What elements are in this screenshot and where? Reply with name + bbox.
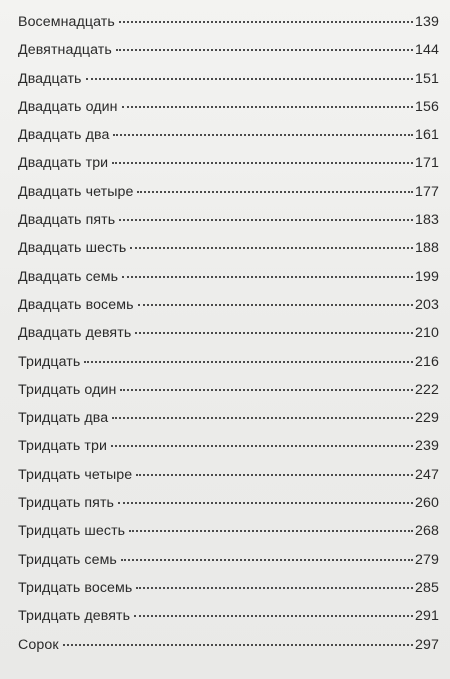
dot-leader (130, 247, 413, 249)
dot-leader (86, 78, 413, 80)
toc-entry-title: Тридцать один (18, 381, 117, 398)
dot-leader (113, 134, 413, 136)
toc-entry-page-number: 203 (415, 296, 439, 313)
toc-entry (18, 523, 439, 551)
toc-entry-page-number: 291 (415, 608, 439, 625)
toc-entry (18, 240, 439, 268)
toc-entry-page-number: 151 (415, 70, 439, 87)
toc-entry-page-number: 199 (415, 268, 439, 285)
toc-entry-title: Восемнадцать (18, 14, 115, 30)
toc-entry (18, 269, 439, 297)
dot-leader (135, 332, 413, 334)
toc-entry-page-number: 210 (415, 325, 439, 342)
dot-leader (120, 389, 413, 391)
dot-leader (121, 559, 413, 561)
toc-entry-title: Двадцать (18, 70, 82, 87)
dot-leader (129, 530, 413, 532)
toc-entry (18, 382, 439, 410)
toc-entry-title: Тридцать два (18, 410, 109, 427)
toc-entry (18, 71, 439, 99)
toc-entry-title: Двадцать три (18, 155, 109, 172)
dot-leader (119, 219, 413, 221)
dot-leader (138, 304, 413, 306)
toc-entry-title: Тридцать восемь (18, 579, 133, 596)
dot-leader (118, 502, 413, 504)
toc-entry-title: Тридцать семь (18, 551, 117, 568)
toc-entry (18, 580, 439, 608)
toc-entry (18, 212, 439, 240)
dot-leader (136, 474, 413, 476)
toc-entry (18, 410, 439, 438)
toc-entry-title: Двадцать восемь (18, 296, 134, 313)
toc-entry-title: Двадцать четыре (18, 183, 134, 200)
toc-entry-title: Двадцать шесть (18, 240, 127, 257)
toc-entry (18, 608, 439, 636)
dot-leader (116, 49, 413, 51)
toc-entry (18, 637, 439, 665)
toc-entry-page-number: 188 (415, 240, 439, 257)
toc-entry (18, 438, 439, 466)
toc-entry (18, 495, 439, 523)
toc-entry-title: Двадцать два (18, 127, 110, 144)
dot-leader (136, 587, 413, 589)
toc-entry-page-number: 285 (415, 579, 439, 596)
toc-entry-title: Двадцать девять (18, 325, 132, 342)
toc-entry (18, 42, 439, 70)
toc-entry (18, 552, 439, 580)
toc-entry (18, 354, 439, 382)
dot-leader (122, 106, 413, 108)
dot-leader (137, 191, 413, 193)
toc-entry-title: Тридцать девять (18, 608, 131, 625)
toc-entry-page-number: 156 (415, 98, 439, 115)
toc-entry-page-number: 177 (415, 183, 439, 200)
dot-leader (112, 417, 413, 419)
toc-entry-page-number: 260 (415, 495, 439, 512)
toc-entry-title: Двадцать семь (18, 268, 119, 285)
table-of-contents (18, 14, 439, 665)
toc-entry-page-number: 239 (415, 438, 439, 455)
toc-entry-page-number: 139 (415, 14, 439, 30)
toc-entry-title: Тридцать четыре (18, 466, 133, 483)
toc-entry-page-number: 144 (415, 42, 439, 59)
toc-entry-page-number: 222 (415, 381, 439, 398)
toc-entry-title: Тридцать (18, 353, 81, 370)
toc-entry-title: Двадцать пять (18, 212, 116, 229)
toc-entry-title: Тридцать пять (18, 495, 115, 512)
toc-entry (18, 184, 439, 212)
toc-entry-page-number: 171 (415, 155, 439, 172)
toc-entry-page-number: 247 (415, 466, 439, 483)
toc-entry-page-number: 161 (415, 127, 439, 144)
dot-leader (63, 644, 413, 646)
toc-entry (18, 467, 439, 495)
dot-leader (111, 445, 413, 447)
toc-entry (18, 155, 439, 183)
dot-leader (112, 162, 413, 164)
toc-entry (18, 325, 439, 353)
toc-entry-title: Девятнадцать (18, 42, 112, 59)
dot-leader (119, 21, 413, 23)
toc-entry-page-number: 297 (415, 636, 439, 653)
dot-leader (122, 276, 413, 278)
toc-entry-page-number: 183 (415, 212, 439, 229)
toc-entry-page-number: 268 (415, 523, 439, 540)
dot-leader (84, 361, 413, 363)
toc-entry-page-number: 229 (415, 410, 439, 427)
toc-entry (18, 14, 439, 42)
toc-entry-title: Сорок (18, 636, 59, 653)
toc-entry-title: Двадцать один (18, 98, 118, 115)
toc-entry (18, 99, 439, 127)
toc-entry-page-number: 216 (415, 353, 439, 370)
toc-entry (18, 127, 439, 155)
toc-entry-title: Тридцать три (18, 438, 108, 455)
toc-entry-page-number: 279 (415, 551, 439, 568)
dot-leader (134, 615, 413, 617)
toc-entry-title: Тридцать шесть (18, 523, 126, 540)
toc-entry (18, 297, 439, 325)
